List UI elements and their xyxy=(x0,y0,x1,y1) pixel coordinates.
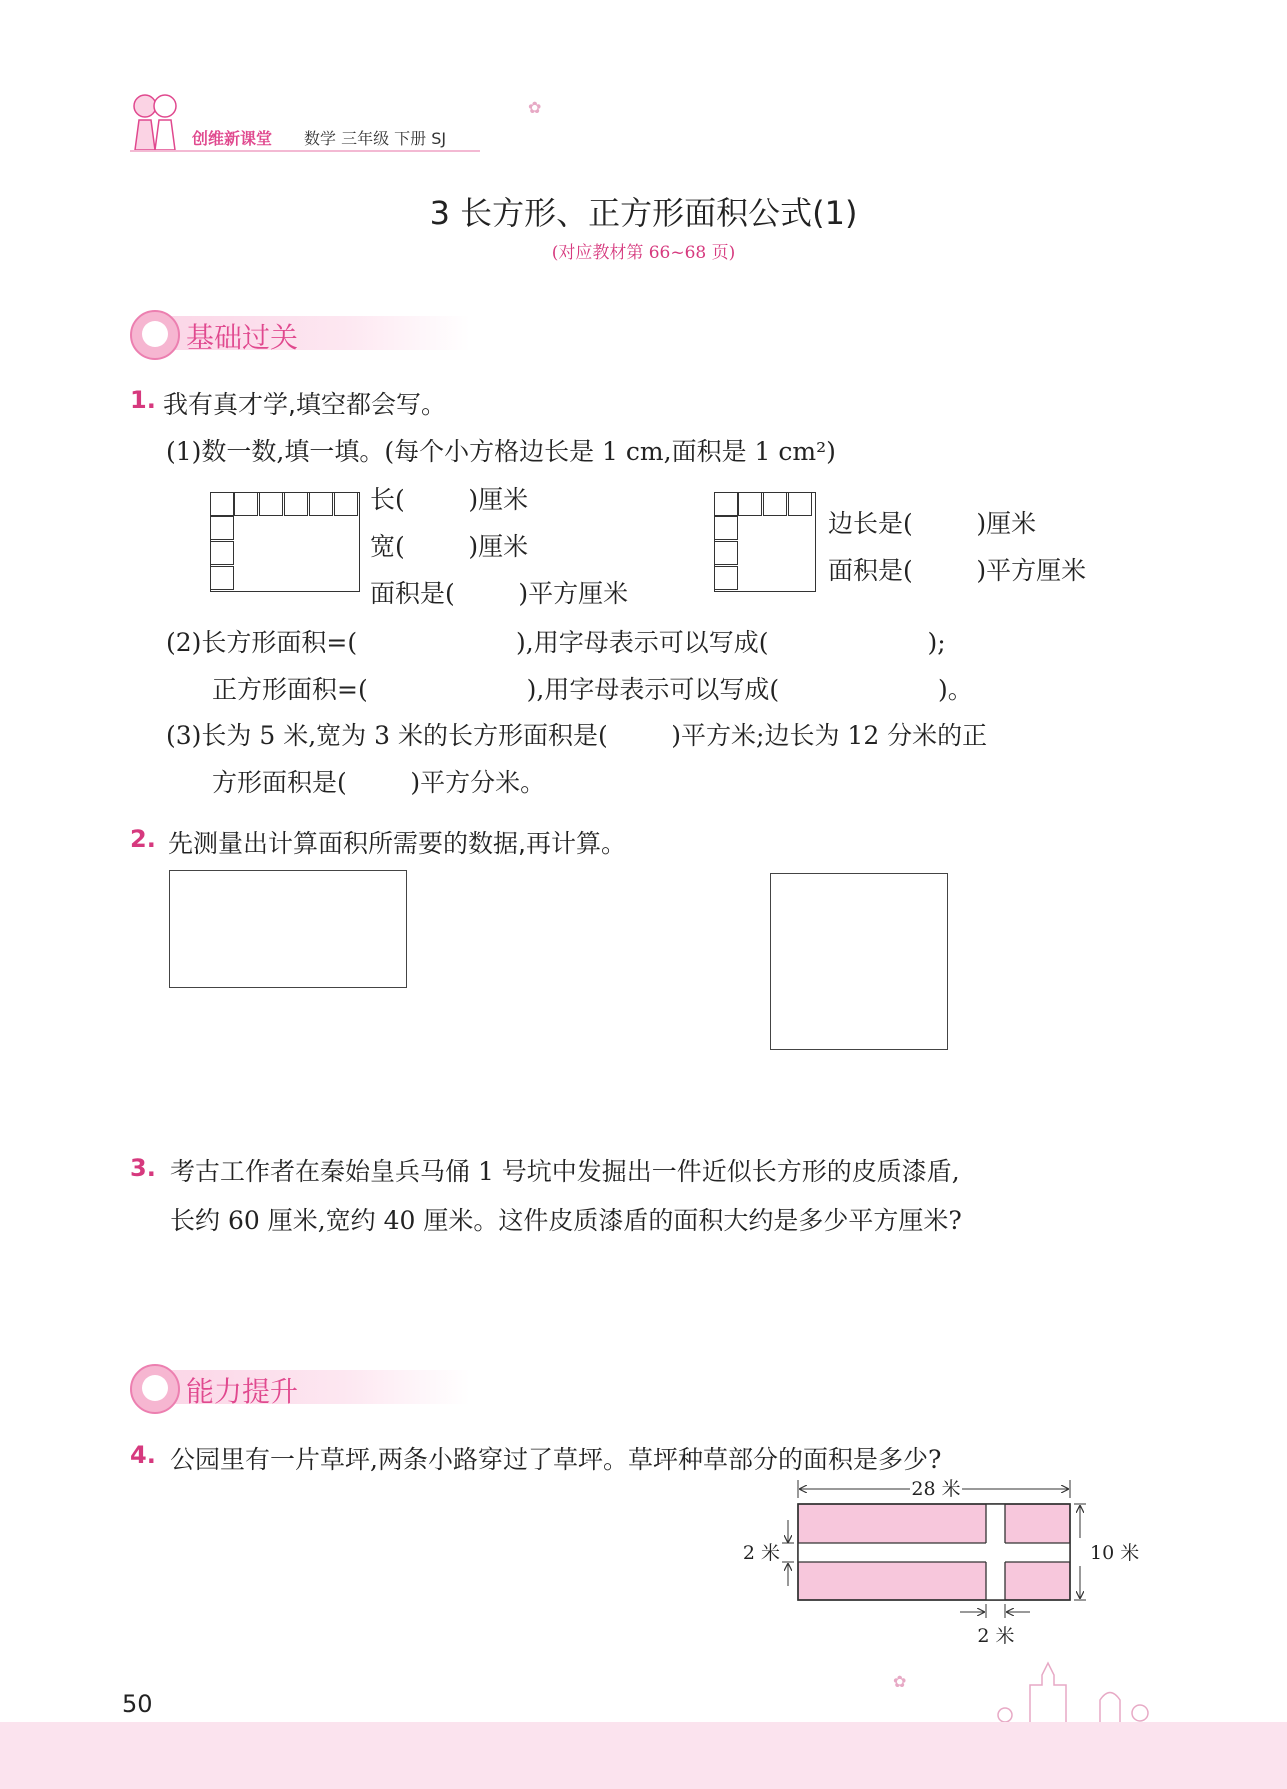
rect-length-blank[interactable]: 长( )厘米 xyxy=(370,485,529,514)
lawn-diagram xyxy=(730,1476,1140,1656)
question-text: 公园里有一片草坪,两条小路穿过了草坪。草坪种草部分的面积是多少? xyxy=(170,1445,942,1474)
mascot-icon xyxy=(130,1364,180,1414)
measure-rectangle xyxy=(169,870,407,988)
question-text-line2: 长约 60 厘米,宽约 40 厘米。这件皮质漆盾的面积大约是多少平方厘米? xyxy=(170,1206,962,1235)
area-problem-line2[interactable]: 方形面积是( )平方分米。 xyxy=(212,768,546,797)
square-side-blank[interactable]: 边长是( )厘米 xyxy=(828,509,1037,538)
section-title: 能力提升 xyxy=(186,1375,299,1408)
question-text-line1: 考古工作者在秦始皇兵马俑 1 号坑中发掘出一件近似长方形的皮质漆盾, xyxy=(170,1157,960,1186)
square-grid-figure xyxy=(714,492,816,594)
question-text: 我有真才学,填空都会写。 xyxy=(163,390,446,419)
question-part-intro: (1)数一数,填一填。(每个小方格边长是 1 cm,面积是 1 cm²) xyxy=(166,437,836,466)
lesson-title: 3 长方形、正方形面积公式(1) xyxy=(429,194,858,232)
section-title: 基础过关 xyxy=(186,321,299,354)
area-problem-line1[interactable]: (3)长为 5 米,宽为 3 米的长方形面积是( )平方米;边长为 12 分米的正 xyxy=(166,721,988,750)
measure-square xyxy=(770,873,948,1050)
section-banner-basic xyxy=(130,310,470,354)
rect-area-blank[interactable]: 面积是( )平方厘米 xyxy=(370,579,629,608)
header-divider xyxy=(130,150,480,152)
formula-rect-line[interactable]: (2)长方形面积=( ),用字母表示可以写成( ); xyxy=(166,628,946,657)
page-number: 50 xyxy=(122,1690,153,1718)
formula-square-line[interactable]: 正方形面积=( ),用字母表示可以写成( )。 xyxy=(212,675,973,704)
rect-width-blank[interactable]: 宽( )厘米 xyxy=(370,532,529,561)
section-banner-advanced xyxy=(130,1364,470,1408)
children-logo-icon xyxy=(125,88,185,152)
vertical-path xyxy=(986,1504,1005,1600)
horizontal-path xyxy=(798,1543,1070,1562)
castle-decoration-icon xyxy=(990,1655,1170,1725)
dimension-label-left: 2 米 xyxy=(742,1542,780,1564)
question-number: 2. xyxy=(130,825,156,853)
rectangle-grid-figure xyxy=(210,492,360,592)
square-area-blank[interactable]: 面积是( )平方厘米 xyxy=(828,556,1087,585)
question-text: 先测量出计算面积所需要的数据,再计算。 xyxy=(168,829,626,858)
flower-decoration-icon: ✿ xyxy=(528,98,542,117)
book-info: 数学 三年级 下册 SJ xyxy=(304,129,447,148)
dimension-label-bottom: 2 米 xyxy=(977,1625,1015,1647)
flower-decoration-icon: ✿ xyxy=(893,1672,907,1691)
brand-name: 创维新课堂 xyxy=(192,129,273,148)
question-number: 4. xyxy=(130,1441,156,1469)
dimension-label-right: 10 米 xyxy=(1090,1542,1140,1564)
footer-band xyxy=(0,1722,1287,1789)
mascot-icon xyxy=(130,310,180,360)
question-number: 1. xyxy=(130,386,156,414)
question-number: 3. xyxy=(130,1154,156,1182)
dimension-label-top: 28 米 xyxy=(911,1478,961,1500)
textbook-reference: (对应教材第 66~68 页) xyxy=(551,243,736,263)
